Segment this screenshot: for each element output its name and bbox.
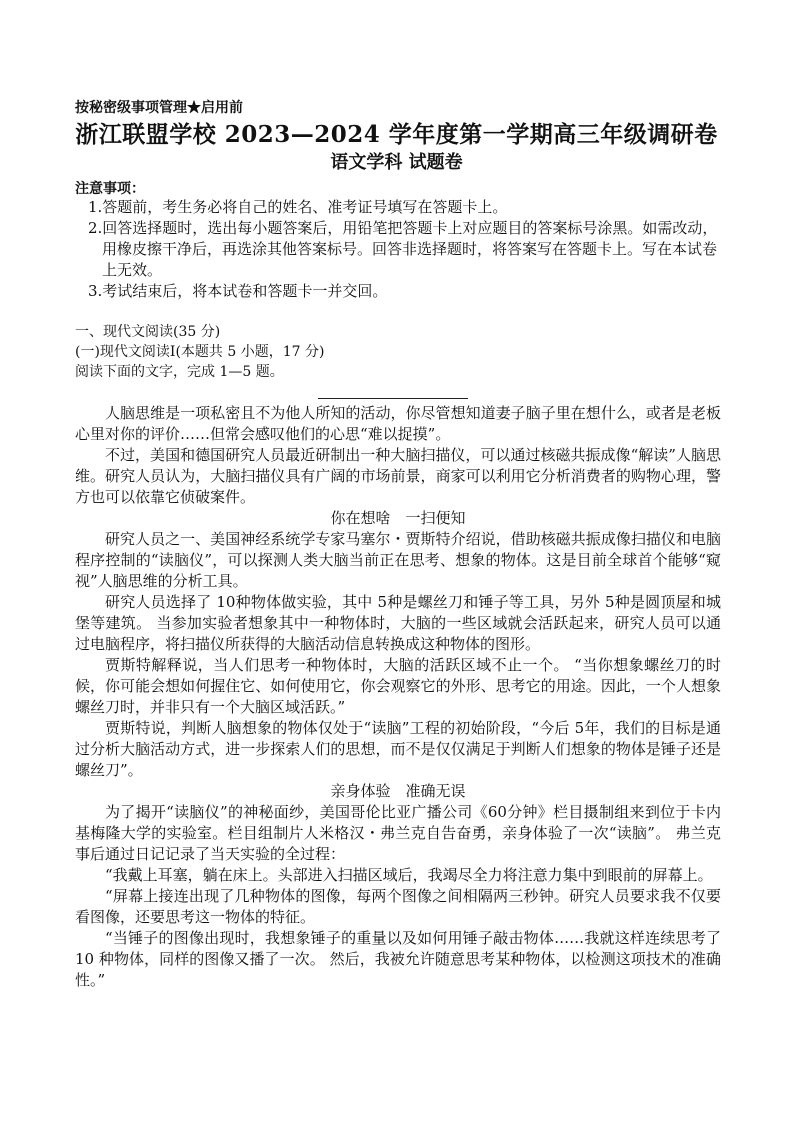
paragraph: 贾斯特解释说，当人们思考一种物体时，大脑的活跃区域不止一个。 “当你想象螺丝刀的时候，你可能会想如何握住它、如何使用它，你会观察它的外形、思考它的用途。因此，一个人想象螺丝刀时，并非只有一个大脑区域活跃。” [75, 656, 721, 716]
paragraph: 贾斯特说，判断人脑想象的物体仅处于“读脑”工程的初始阶段，“今后 5年，我们的目标是通过分析大脑活动方式，进一步探索人们的思想，而不是仅仅满足于判断人们想象的物体是锤子还是螺丝刀”。 [75, 719, 721, 779]
paragraph: 为了揭开“读脑仪”的神秘面纱，美国哥伦比亚广播公司《60分钟》栏目摄制组来到位于卡内基梅隆大学的实验室。栏目组制片人米格汉・弗兰克自告奋勇，亲身体验了一次“读脑”。 弗兰克事后通过日记记录了当天实验的全过程： [75, 803, 721, 863]
article-subheading: 亲身体验 准确无误 [330, 782, 466, 800]
notice-heading: 注意事项： [75, 181, 145, 197]
paragraph: 人脑思维是一项私密且不为他人所知的活动，你尽管想知道妻子脑子里在想什么，或者是老板心里对你的评价……但常会感叹他们的心思“难以捉摸”。 [75, 404, 721, 443]
notice-item: 3.考试结束后，将本试卷和答题卡一并交回。 [88, 282, 388, 300]
section-instruction: 阅读下面的文字，完成 1—5 题。 [75, 364, 284, 380]
paragraph: “我戴上耳塞，躺在床上。头部进入扫描区域后，我竭尽全力将注意力集中到眼前的屏幕上。 [105, 866, 713, 884]
page-title: 浙江联盟学校 2023—2024 学年度第一学期高三年级调研卷 [75, 121, 718, 148]
article [75, 403, 721, 991]
paragraph: “屏幕上接连出现了几种物体的图像，每两个图像之间相隔两三秒钟。研究人员要求我不仅要看图像，还要思考这一物体的特征。 [75, 887, 721, 926]
notice-item: 1.答题前，考生务必将自己的姓名、准考证号填写在答题卡上。 [88, 198, 508, 216]
article-subheading: 你在想啥 一扫便知 [330, 509, 466, 527]
paragraph: 研究人员选择了 10种物体做实验，其中 5种是螺丝刀和锤子等工具，另外 5种是圆顶屋和城堡等建筑。 当参加实验者想象其中一种物体时，大脑的一些区域就会活跃起来，研究人员可以通过电脑程序，将扫描仪所获得的大脑活动信息转换成这种物体的图形。 [75, 593, 721, 653]
secret-label: 按秘密级事项管理★启用前 [75, 100, 243, 116]
section-header [75, 322, 725, 382]
paragraph: 研究人员之一、美国神经系统学专家马塞尔・贾斯特介绍说，借助核磁共振成像扫描仪和电脑程序控制的“读脑仪”，可以探测人类大脑当前正在思考、想象的物体。这是目前全球首个能够“窥视”人脑思维的分析工具。 [75, 530, 721, 590]
section-part: 一、现代文阅读(35 分) [75, 324, 221, 340]
notice-item: 2.回答选择题时，选出每小题答案后，用铅笔把答题卡上对应题目的答案标号涂黑。如需改动，用橡皮擦干净后，再选涂其他答案标号。回答非选择题时，将答案写在答题卡上。写在本试卷上无效。 [88, 219, 718, 279]
notice-list [88, 197, 728, 302]
paragraph: “当锤子的图像出现时，我想象锤子的重量以及如何用锤子敲击物体……我就这样连续思考了 10 种物体，同样的图像又播了一次。 然后，我被允许随意思考某种物体，以检测这项技术的准确性。” [75, 929, 721, 989]
paragraph: 不过，美国和德国研究人员最近研制出一种大脑扫描仪，可以通过核磁共振成像“解读”人脑思维。研究人员认为，大脑扫描仪具有广阔的市场前景，商家可以利用它分析消费者的购物心理，警方也可以依靠它侦破案件。 [75, 446, 721, 506]
section-sub: (一)现代文阅读Ⅰ(本题共 5 小题，17 分) [75, 344, 325, 360]
page-subtitle: 语文学科 试题卷 [330, 152, 463, 173]
divider [318, 398, 468, 399]
